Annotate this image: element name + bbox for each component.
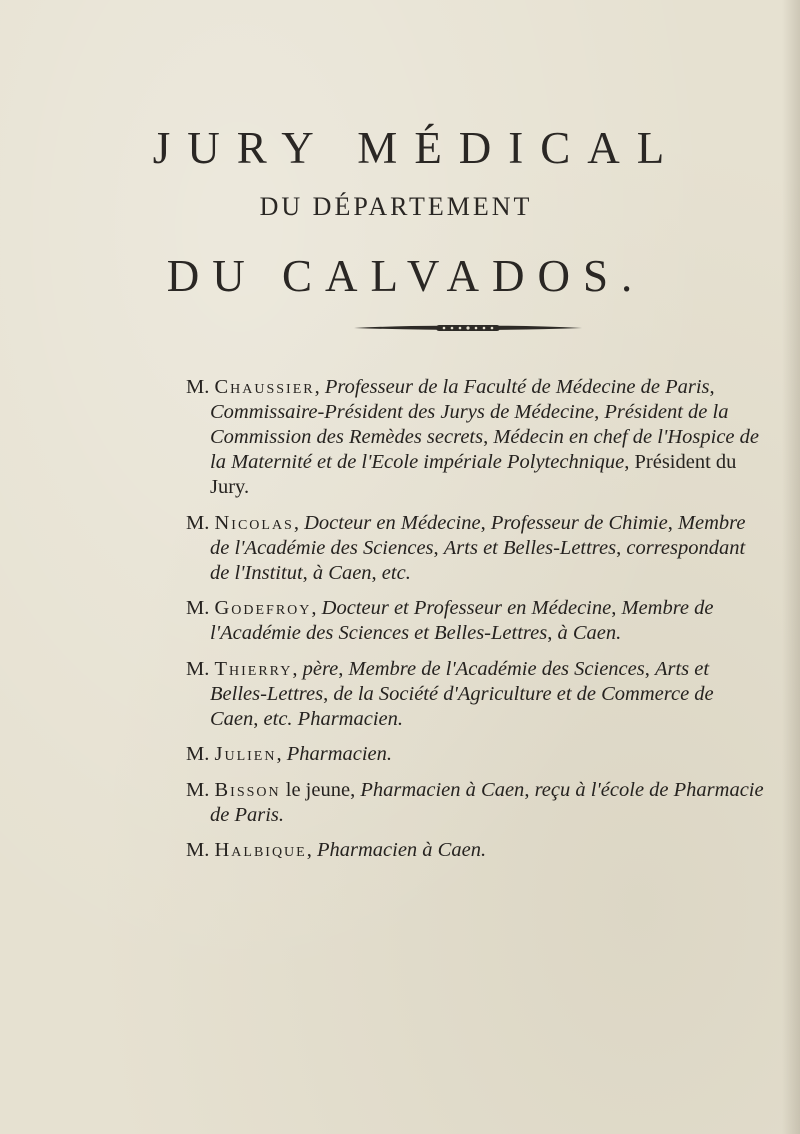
member-title-text: Médecin en chef de l'Hospice de la Maternité et de l'Ecole impériale Polytechnique — [210, 426, 759, 473]
member-title-text: de la Société d'Agriculture et de Commerce de Caen — [210, 682, 714, 730]
member-plain-text: le jeune, — [280, 778, 361, 801]
member-plain-text: , — [483, 426, 494, 448]
member-plain-text: , — [611, 597, 622, 619]
member-plain-text: , — [616, 536, 627, 559]
member-plain-text: , — [276, 743, 287, 765]
jury-member-entry — [186, 657, 766, 732]
jury-member-entry — [186, 838, 766, 863]
member-name: Godefroy — [214, 597, 312, 619]
jury-member-entry — [186, 375, 766, 500]
member-plain-text: , — [644, 657, 655, 680]
entry-prefix: M. — [186, 376, 215, 398]
member-plain-text: , — [480, 511, 491, 534]
member-title-text: Docteur et Professeur en Médecine — [321, 597, 612, 619]
heading-du-departement: DU DÉPARTEMENT — [259, 192, 533, 221]
member-title-text: à Caen. — [557, 622, 622, 644]
entry-prefix: M. — [186, 511, 215, 534]
member-plain-text: , — [323, 682, 334, 705]
member-plain-text: , — [314, 376, 325, 398]
member-title-text: Pharmacien. — [286, 743, 393, 765]
jury-member-entry — [186, 511, 766, 586]
entry-prefix: M. — [186, 657, 215, 680]
member-title-text: Arts et Belles-Lettres — [210, 657, 710, 705]
member-name: Nicolas — [214, 511, 294, 534]
member-title-text: reçu à l'école de Pharmacie de Paris. — [210, 778, 764, 826]
member-title-text: Pharmacien à Caen — [360, 778, 525, 801]
entry-prefix: M. — [186, 597, 215, 619]
member-plain-text: , — [292, 657, 303, 680]
entry-prefix: M. — [186, 839, 215, 861]
member-plain-text: , — [709, 376, 715, 398]
member-plain-text: , — [338, 657, 349, 680]
jury-members-list — [186, 375, 766, 874]
member-title-text: Membre de l'Académie des Sciences et Belles-Lettres — [210, 597, 714, 644]
member-plain-text: , — [293, 511, 305, 534]
member-title-text: Pharmacien à Caen. — [316, 839, 487, 861]
entry-prefix: M. — [186, 743, 215, 765]
jury-member-entry — [186, 742, 766, 767]
member-plain-text: , — [667, 511, 678, 534]
member-title-text: à Caen — [312, 561, 372, 584]
member-title-text: père — [302, 657, 339, 680]
member-plain-text: , — [594, 401, 605, 423]
member-plain-text: , — [302, 561, 313, 584]
member-name: Chaussier — [214, 376, 315, 398]
member-name: Bisson — [214, 778, 281, 801]
heading-du-calvados: DU CALVADOS. — [166, 251, 646, 301]
member-title-text: Docteur en Médecine — [304, 511, 481, 534]
member-title-text: Professeur de Chimie — [490, 511, 668, 534]
member-title-text: Membre de l'Académie des Sciences — [210, 511, 746, 559]
member-title-text: etc. Pharmacien. — [263, 707, 403, 730]
member-title-text: Membre de l'Académie des Sciences — [348, 657, 645, 680]
member-plain-text: , — [547, 622, 558, 644]
heading-jury-medical: JURY MÉDICAL — [152, 123, 682, 173]
member-name: Halbique — [214, 839, 307, 861]
member-name: Thierry — [214, 657, 293, 680]
member-name: Julien — [214, 743, 277, 765]
member-title-text: Président de la Commission des Remèdes secrets — [210, 401, 729, 448]
member-plain-text: , — [371, 561, 382, 584]
member-plain-text: , — [253, 707, 264, 730]
member-plain-text: , — [311, 597, 322, 619]
member-title-text: Professeur de la Faculté de Médecine de Paris — [324, 376, 710, 398]
entry-prefix: M. — [186, 778, 215, 801]
member-plain-text: , — [306, 839, 317, 861]
member-title-text: Commissaire-Président des Jurys de Médecine — [210, 401, 595, 423]
member-plain-text: , Président du Jury. — [210, 451, 737, 498]
jury-member-entry — [186, 596, 766, 646]
member-title-text: Arts et Belles-Lettres — [443, 536, 617, 559]
member-plain-text: , — [433, 536, 444, 559]
member-title-text: correspondant de l'Institut — [210, 536, 746, 584]
member-plain-text: , — [524, 778, 535, 801]
jury-member-entry — [186, 778, 766, 828]
ornamental-rule — [354, 322, 582, 334]
member-title-text: etc. — [381, 561, 411, 584]
